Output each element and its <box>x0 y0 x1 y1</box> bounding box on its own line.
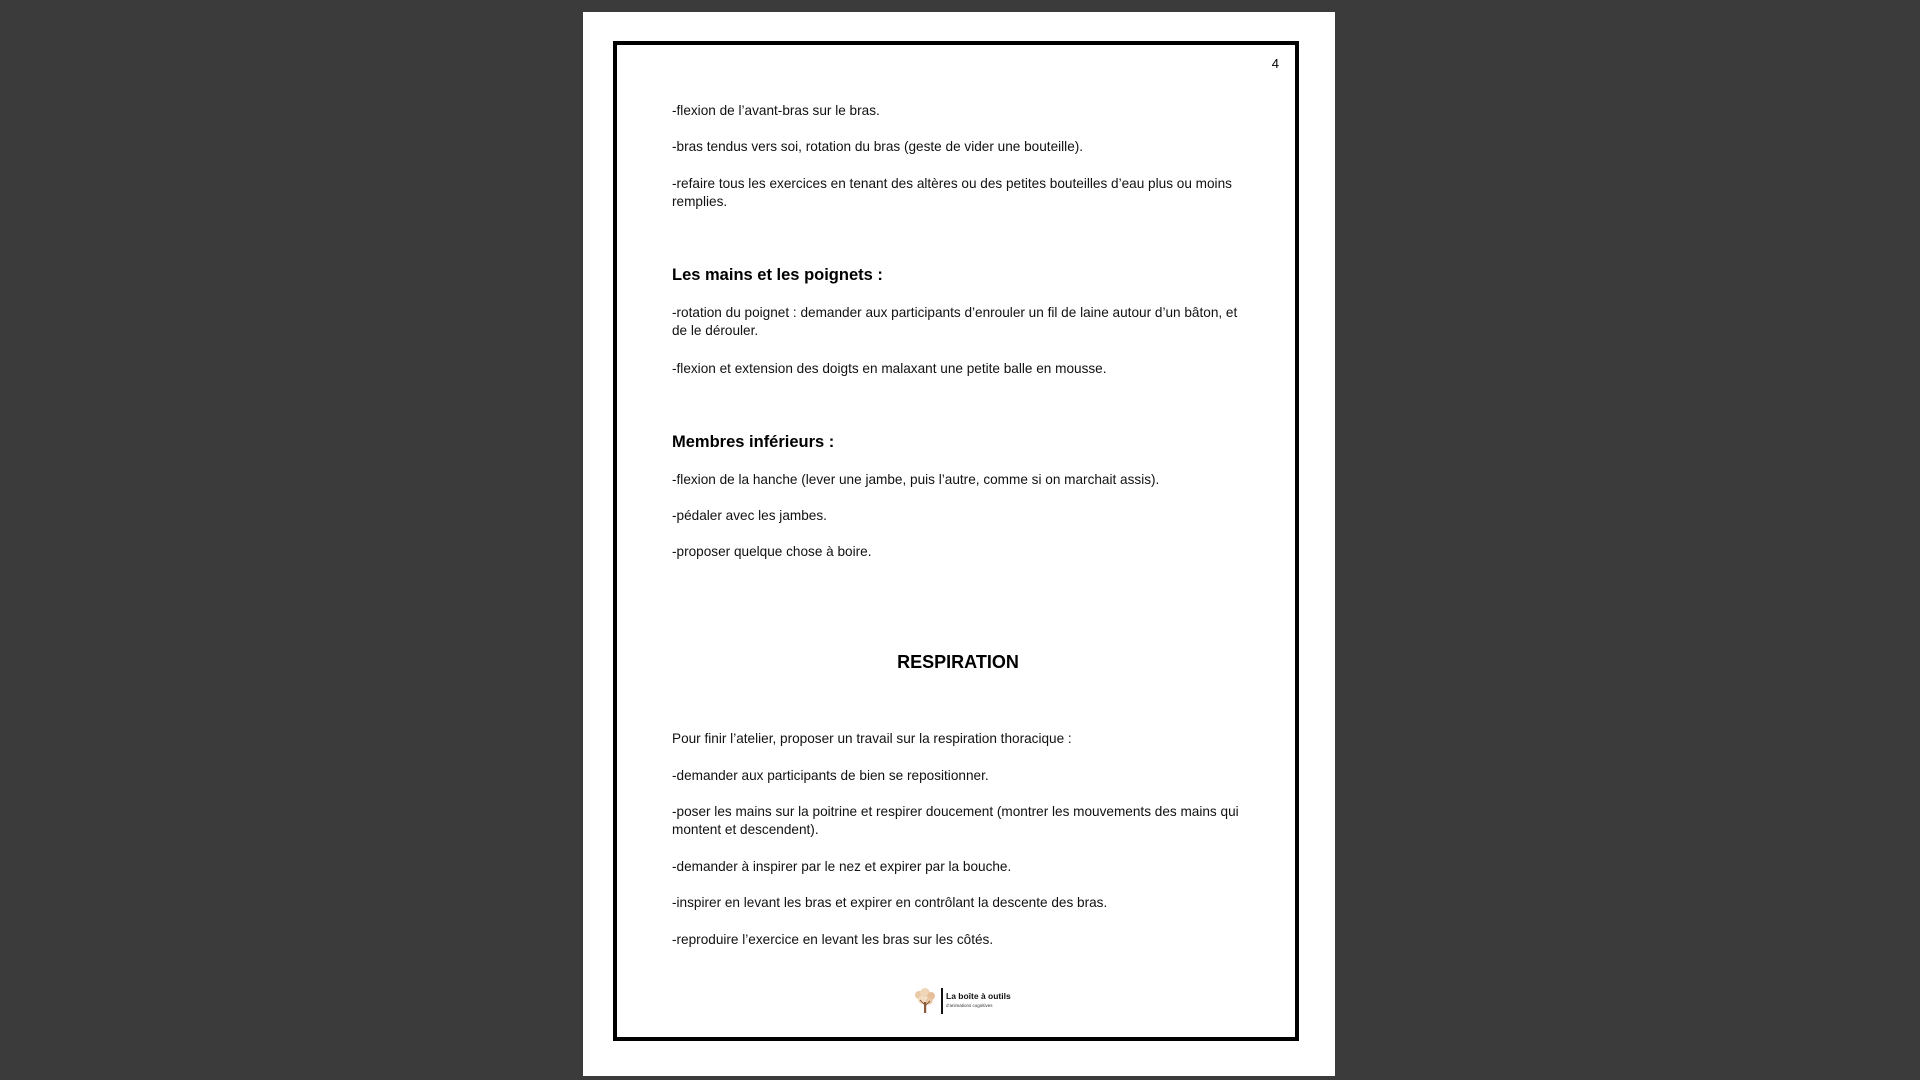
paragraph-finger-flexion: -flexion et extension des doigts en malaxant une petite balle en mousse. <box>672 361 1107 376</box>
paragraph-wrist-rotation: -rotation du poignet : demander aux participants d’enrouler un fil de laine autour d’un bâton, et de le dérouler. <box>672 305 1238 338</box>
document-page <box>583 12 1335 1076</box>
logo-divider <box>941 988 943 1014</box>
section-title-respiration: RESPIRATION <box>897 652 1019 672</box>
tree-logo-icon <box>912 987 938 1015</box>
logo-subtitle: d’animations cognitives <box>946 1003 993 1008</box>
paragraph-reposition: -demander aux participants de bien se repositionner. <box>672 768 989 783</box>
logo-text <box>946 992 1011 1010</box>
paragraph-drink: -proposer quelque chose à boire. <box>672 544 872 559</box>
heading-hands-wrists: Les mains et les poignets : <box>672 266 883 284</box>
paragraph-arm-rotation: -bras tendus vers soi, rotation du bras (geste de vider une bouteille). <box>672 139 1084 154</box>
logo-title: La boîte à outils <box>946 991 1011 1001</box>
paragraph-hands-chest: -poser les mains sur la poitrine et respirer doucement (montrer les mouvements des mains qui montent et descendent). <box>672 804 1239 837</box>
paragraph-pedal: -pédaler avec les jambes. <box>672 508 827 523</box>
paragraph-side-arms: -reproduire l’exercice en levant les bras sur les côtés. <box>672 932 994 947</box>
paragraph-hip-flexion: -flexion de la hanche (lever une jambe, puis l’autre, comme si on marchait assis). <box>672 472 1160 487</box>
paragraph-raise-arms: -inspirer en levant les bras et expirer en contrôlant la descente des bras. <box>672 895 1108 910</box>
page-number: 4 <box>1271 56 1279 71</box>
paragraph-breathing-intro: Pour finir l’atelier, proposer un travail sur la respiration thoracique : <box>672 731 1072 746</box>
footer-logo <box>912 986 1012 1016</box>
paragraph-nose-mouth: -demander à inspirer par le nez et expirer par la bouche. <box>672 859 1012 874</box>
paragraph-weights: -refaire tous les exercices en tenant des altères ou des petites bouteilles d’eau plus ou moins remplies. <box>672 176 1232 209</box>
paragraph-forearm-flexion: -flexion de l’avant-bras sur le bras. <box>672 103 880 118</box>
heading-lower-limbs: Membres inférieurs : <box>672 433 835 451</box>
